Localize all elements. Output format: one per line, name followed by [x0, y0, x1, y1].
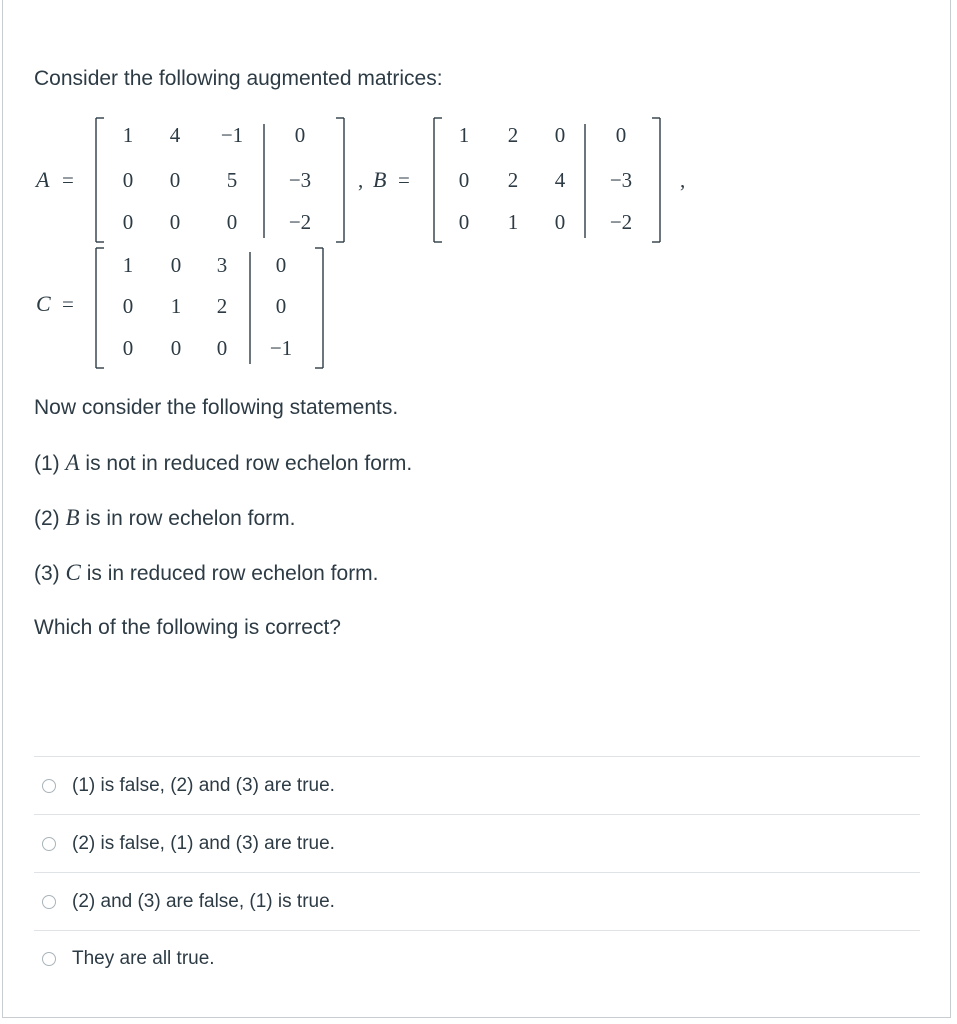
matrix-b-cell: 2 [507, 123, 519, 147]
question-intro: Consider the following augmented matrices: [34, 67, 443, 90]
matrix-a-cell: −1 [220, 123, 244, 147]
matrix-b-cell: 0 [554, 123, 566, 147]
matrix-c-cell: 1 [122, 253, 134, 277]
matrices-figure [0, 0, 957, 380]
matrix-c-cell: 0 [170, 336, 182, 360]
matrix-c-cell: 2 [216, 294, 228, 318]
matrix-b-cell: 1 [458, 123, 470, 147]
matrix-a-cell: 1 [122, 123, 134, 147]
radio-button[interactable] [42, 779, 56, 793]
radio-button[interactable] [42, 952, 56, 966]
statement-1-number: (1) [34, 452, 60, 475]
matrix-b-cell: 0 [458, 168, 470, 192]
answer-label: They are all true. [72, 948, 215, 969]
matrix-a-equals: = [62, 168, 74, 192]
matrix-c-cell: 3 [216, 253, 228, 277]
matrix-a-cell: 4 [169, 123, 181, 147]
matrix-c-cell: 0 [216, 336, 228, 360]
answer-label: (1) is false, (2) and (3) are true. [72, 774, 335, 796]
matrix-c [36, 248, 323, 368]
answer-option[interactable] [34, 930, 920, 987]
statement-3 [34, 560, 379, 587]
matrix-c-equals: = [62, 292, 74, 316]
statement-2-number: (2) [34, 507, 60, 530]
answer-label: (2) is false, (1) and (3) are true. [72, 832, 335, 854]
matrix-a-cell: 0 [169, 168, 181, 192]
answer-list [34, 756, 920, 987]
matrix-c-label: C [36, 291, 51, 316]
matrix-b-equals: = [398, 168, 410, 192]
matrix-b-label: B [373, 167, 387, 192]
statement-3-text: is in reduced row echelon form. [86, 562, 379, 585]
matrix-c-cell: 1 [170, 294, 182, 318]
matrix-a-cell: −2 [288, 210, 312, 234]
statement-1-variable: A [65, 450, 80, 475]
matrix-a-cell: 0 [294, 123, 306, 147]
matrix-a-cell: 5 [226, 168, 238, 192]
radio-button[interactable] [42, 895, 56, 909]
question-prompt: Which of the following is correct? [34, 616, 341, 639]
matrix-b-cell: −3 [609, 168, 633, 192]
matrix-a-label: A [36, 167, 50, 192]
matrix-b-lead-comma: , [358, 168, 364, 192]
matrix-c-cell: 0 [275, 294, 287, 318]
matrix-b-cell: 1 [507, 210, 519, 234]
matrix-a-cell: −3 [288, 168, 312, 192]
matrix-c-cell: 0 [122, 294, 134, 318]
matrix-a [34, 118, 344, 242]
statement-3-number: (3) [34, 562, 60, 585]
statement-1-text: is not in reduced row echelon form. [85, 452, 413, 475]
matrix-b-cell: 0 [458, 210, 470, 234]
matrix-b-cell: 0 [554, 210, 566, 234]
answer-option[interactable] [34, 756, 920, 814]
statement-1 [34, 450, 412, 477]
answer-option[interactable] [34, 814, 920, 872]
matrix-c-cell: 0 [122, 336, 134, 360]
matrix-c-cell: 0 [275, 253, 287, 277]
matrix-a-cell: 0 [122, 168, 134, 192]
matrix-b-trail-comma: , [680, 168, 686, 192]
matrix-b-cell: 2 [507, 168, 519, 192]
statement-2-text: is in row echelon form. [85, 507, 296, 530]
radio-button[interactable] [42, 837, 56, 851]
matrix-b [358, 118, 685, 242]
answer-option[interactable] [34, 872, 920, 930]
matrix-b-cell: −2 [609, 210, 633, 234]
matrix-b-cell: 0 [615, 123, 627, 147]
matrix-a-cell: 0 [169, 210, 181, 234]
statement-2-variable: B [65, 505, 80, 530]
matrix-c-cell: −1 [269, 336, 293, 360]
answer-label: (2) and (3) are false, (1) is true. [72, 890, 335, 912]
matrix-a-cell: 0 [226, 210, 238, 234]
statement-3-variable: C [65, 560, 81, 585]
matrix-b-cell: 4 [554, 168, 566, 192]
statement-2 [34, 505, 296, 532]
matrix-c-cell: 0 [170, 253, 182, 277]
matrix-a-cell: 0 [122, 210, 134, 234]
statements-intro: Now consider the following statements. [34, 396, 399, 419]
